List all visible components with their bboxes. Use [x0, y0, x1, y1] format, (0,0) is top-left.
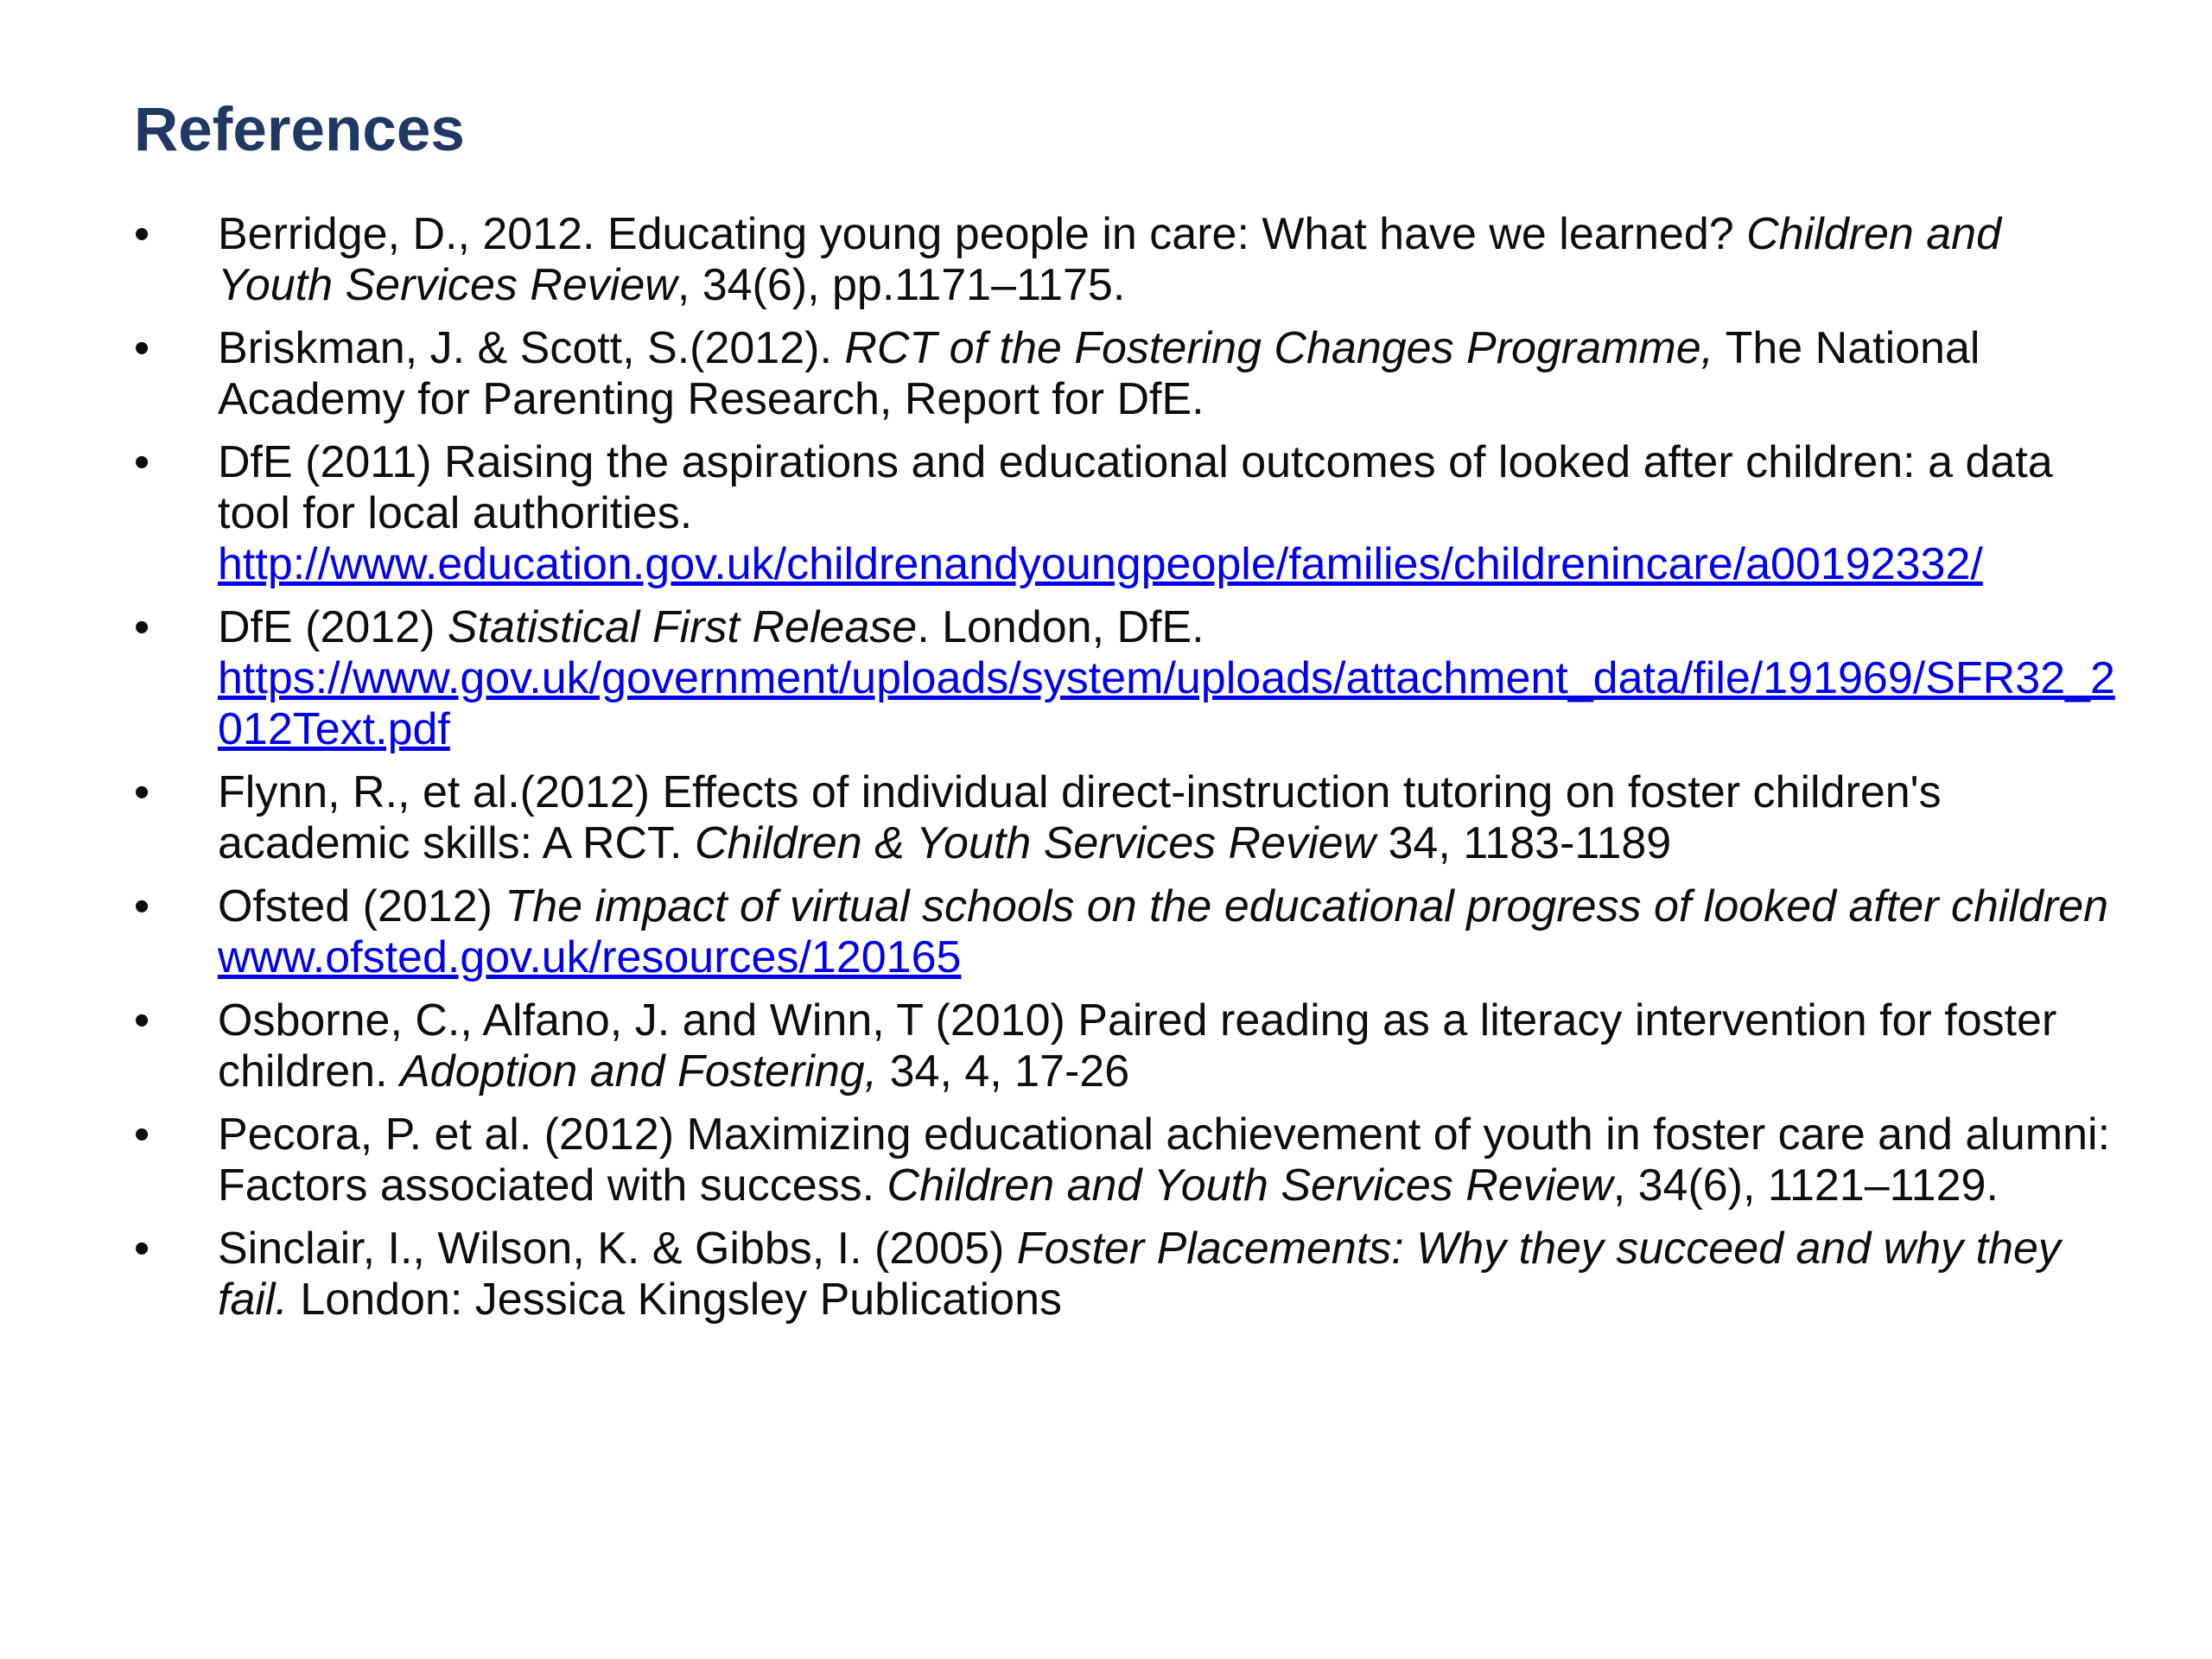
- reference-text: Pecora, P. et al. (2012) Maximizing educational achievement of youth in foster care and alumni: Factors associated with success.: [218, 1109, 2111, 1211]
- reference-text: Flynn, R., et al.(2012) Effects of individual direct-instruction tutoring on foster children's academic skills: A RCT.: [218, 767, 1942, 868]
- reference-details: . London, DfE.: [917, 602, 1205, 652]
- reference-source: Children and Youth Services Review: [218, 209, 2001, 310]
- reference-item: [134, 209, 2121, 311]
- bullet-icon: •: [134, 881, 150, 931]
- reference-details: , 34(6), pp.1171–1175.: [677, 260, 1126, 310]
- reference-details: , 34(6), 1121–1129.: [1612, 1160, 1999, 1211]
- bullet-icon: •: [134, 1224, 150, 1274]
- reference-source: RCT of the Fostering Changes Programme,: [844, 323, 1714, 373]
- reference-text: Ofsted (2012): [218, 881, 505, 931]
- reference-source: Foster Placements: Why they succeed and why they fail.: [218, 1224, 2061, 1325]
- reference-item: [134, 323, 2121, 425]
- bullet-icon: •: [134, 767, 150, 817]
- reference-text: Sinclair, I., Wilson, K. & Gibbs, I. (2005): [218, 1224, 1017, 1274]
- reference-link[interactable]: www.ofsted.gov.uk/resources/120165: [218, 932, 962, 982]
- reference-source: The impact of virtual schools on the educational progress of looked after children: [505, 881, 2109, 931]
- bullet-icon: •: [134, 323, 150, 373]
- bullet-icon: •: [134, 1109, 150, 1160]
- reference-details: London: Jessica Kingsley Publications: [287, 1274, 1063, 1325]
- bullet-icon: •: [134, 995, 150, 1046]
- reference-text: Berridge, D., 2012. Educating young people in care: What have we learned?: [218, 209, 1747, 259]
- reference-source: Adoption and Fostering,: [400, 1046, 878, 1096]
- reference-item: [134, 1109, 2121, 1211]
- reference-item: [134, 881, 2121, 983]
- reference-text: DfE (2012): [218, 602, 448, 652]
- reference-text: Osborne, C., Alfano, J. and Winn, T (2010) Paired reading as a literacy intervention for foster children.: [218, 995, 2057, 1096]
- page-title: References: [134, 96, 465, 164]
- reference-source: Children & Youth Services Review: [694, 818, 1376, 868]
- bullet-icon: •: [134, 437, 150, 487]
- reference-item: [134, 437, 2121, 590]
- reference-item: [134, 995, 2121, 1097]
- reference-source: Children and Youth Services Review: [887, 1160, 1613, 1211]
- bullet-icon: •: [134, 602, 150, 652]
- reference-item: [134, 1224, 2121, 1325]
- reference-details: 34, 4, 17-26: [877, 1046, 1130, 1096]
- reference-details: The National Academy for Parenting Research, Report for DfE.: [218, 323, 1980, 424]
- reference-item: [134, 767, 2121, 869]
- reference-link[interactable]: http://www.education.gov.uk/childrenandyoungpeople/families/childrenincare/a00192332/: [218, 539, 1983, 589]
- reference-list: [134, 209, 2121, 1338]
- bullet-icon: •: [134, 209, 150, 259]
- reference-item: [134, 602, 2121, 755]
- reference-details: 34, 1183-1189: [1376, 818, 1672, 868]
- reference-text: Briskman, J. & Scott, S.(2012).: [218, 323, 845, 373]
- reference-link[interactable]: https://www.gov.uk/government/uploads/system/uploads/attachment_data/file/191969/SFR32_2012Text.pdf: [218, 653, 2115, 754]
- reference-source: Statistical First Release: [447, 602, 918, 652]
- reference-text: DfE (2011) Raising the aspirations and educational outcomes of looked after children: a data tool for local authorities.: [218, 437, 2053, 538]
